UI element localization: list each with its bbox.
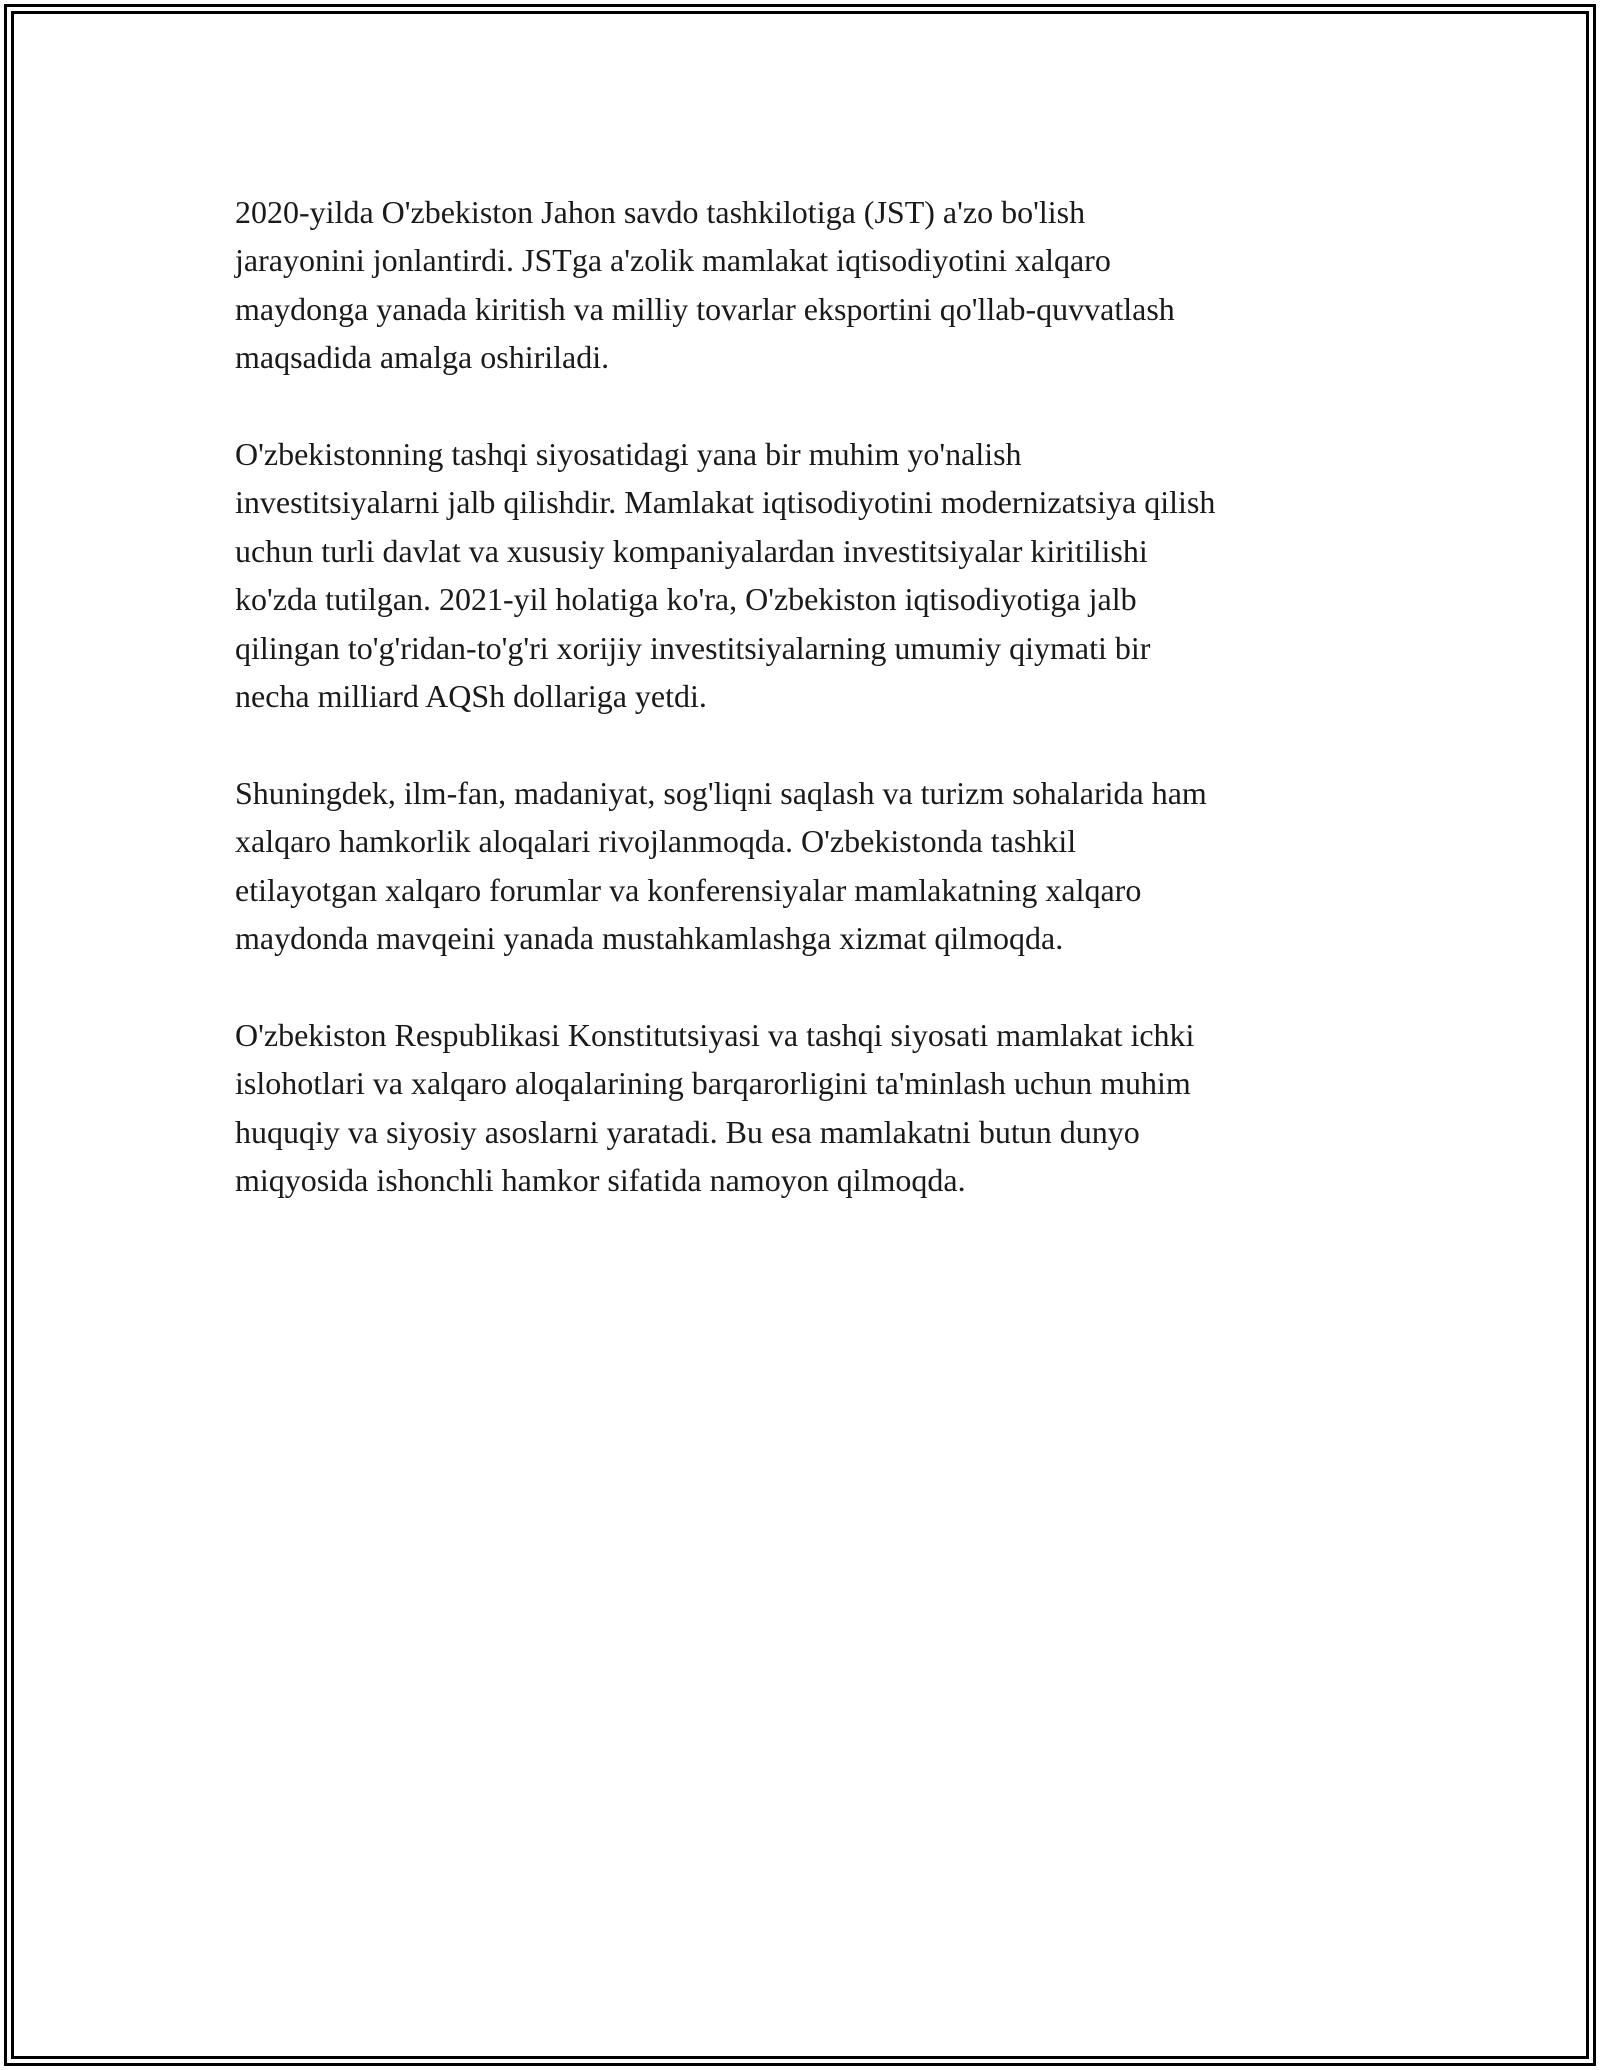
paragraph-investments: O'zbekistonning tashqi siyosatidagi yana bir muhim yo'nalish investitsiyalarni jalb qilishdir. Mamlakat iqtisodiyotini modernizatsiya qilish uchun turli davlat va xususiy kompaniyalardan investitsiyalar kiritilishi ko'zda tutilgan. 2021-yil holatiga ko'ra, O'zbekiston iqtisodiyotiga jalb qilingan to'g'ridan-to'g'ri xorijiy investitsiyalarning umumiy qiymati bir necha milliard AQSh dollariga yetdi.	[235, 436, 1216, 715]
paragraph-international-cooperation: Shuningdek, ilm-fan, madaniyat, sog'liqni saqlash va turizm sohalarida ham xalqaro hamkorlik aloqalari rivojlanmoqda. O'zbekistonda tashkil etilayotgan xalqaro forumlar va konferensiyalar mamlakatning xalqaro maydonda mavqeini yanada mustahkamlashga xizmat qilmoqda.	[235, 774, 1207, 957]
document-body	[235, 188, 1385, 1253]
paragraph-wto-accession: 2020-yilda O'zbekiston Jahon savdo tashkilotiga (JST) a'zo bo'lish jarayonini jonlantirdi. JSTga a'zolik mamlakat iqtisodiyotini xalqaro maydonga yanada kiritish va milliy tovarlar eksportini qo'llab-quvvatlash maqsadida amalga oshiriladi.	[235, 194, 1175, 376]
paragraph-constitution: O'zbekiston Respublikasi Konstitutsiyasi va tashqi siyosati mamlakat ichki islohotlari va xalqaro aloqalarining barqarorligini ta'minlash uchun muhim huquqiy va siyosiy asoslarni yaratadi. Bu esa mamlakatni butun dunyo miqyosida ishonchli hamkor sifatida namoyon qilmoqda.	[235, 1016, 1195, 1199]
